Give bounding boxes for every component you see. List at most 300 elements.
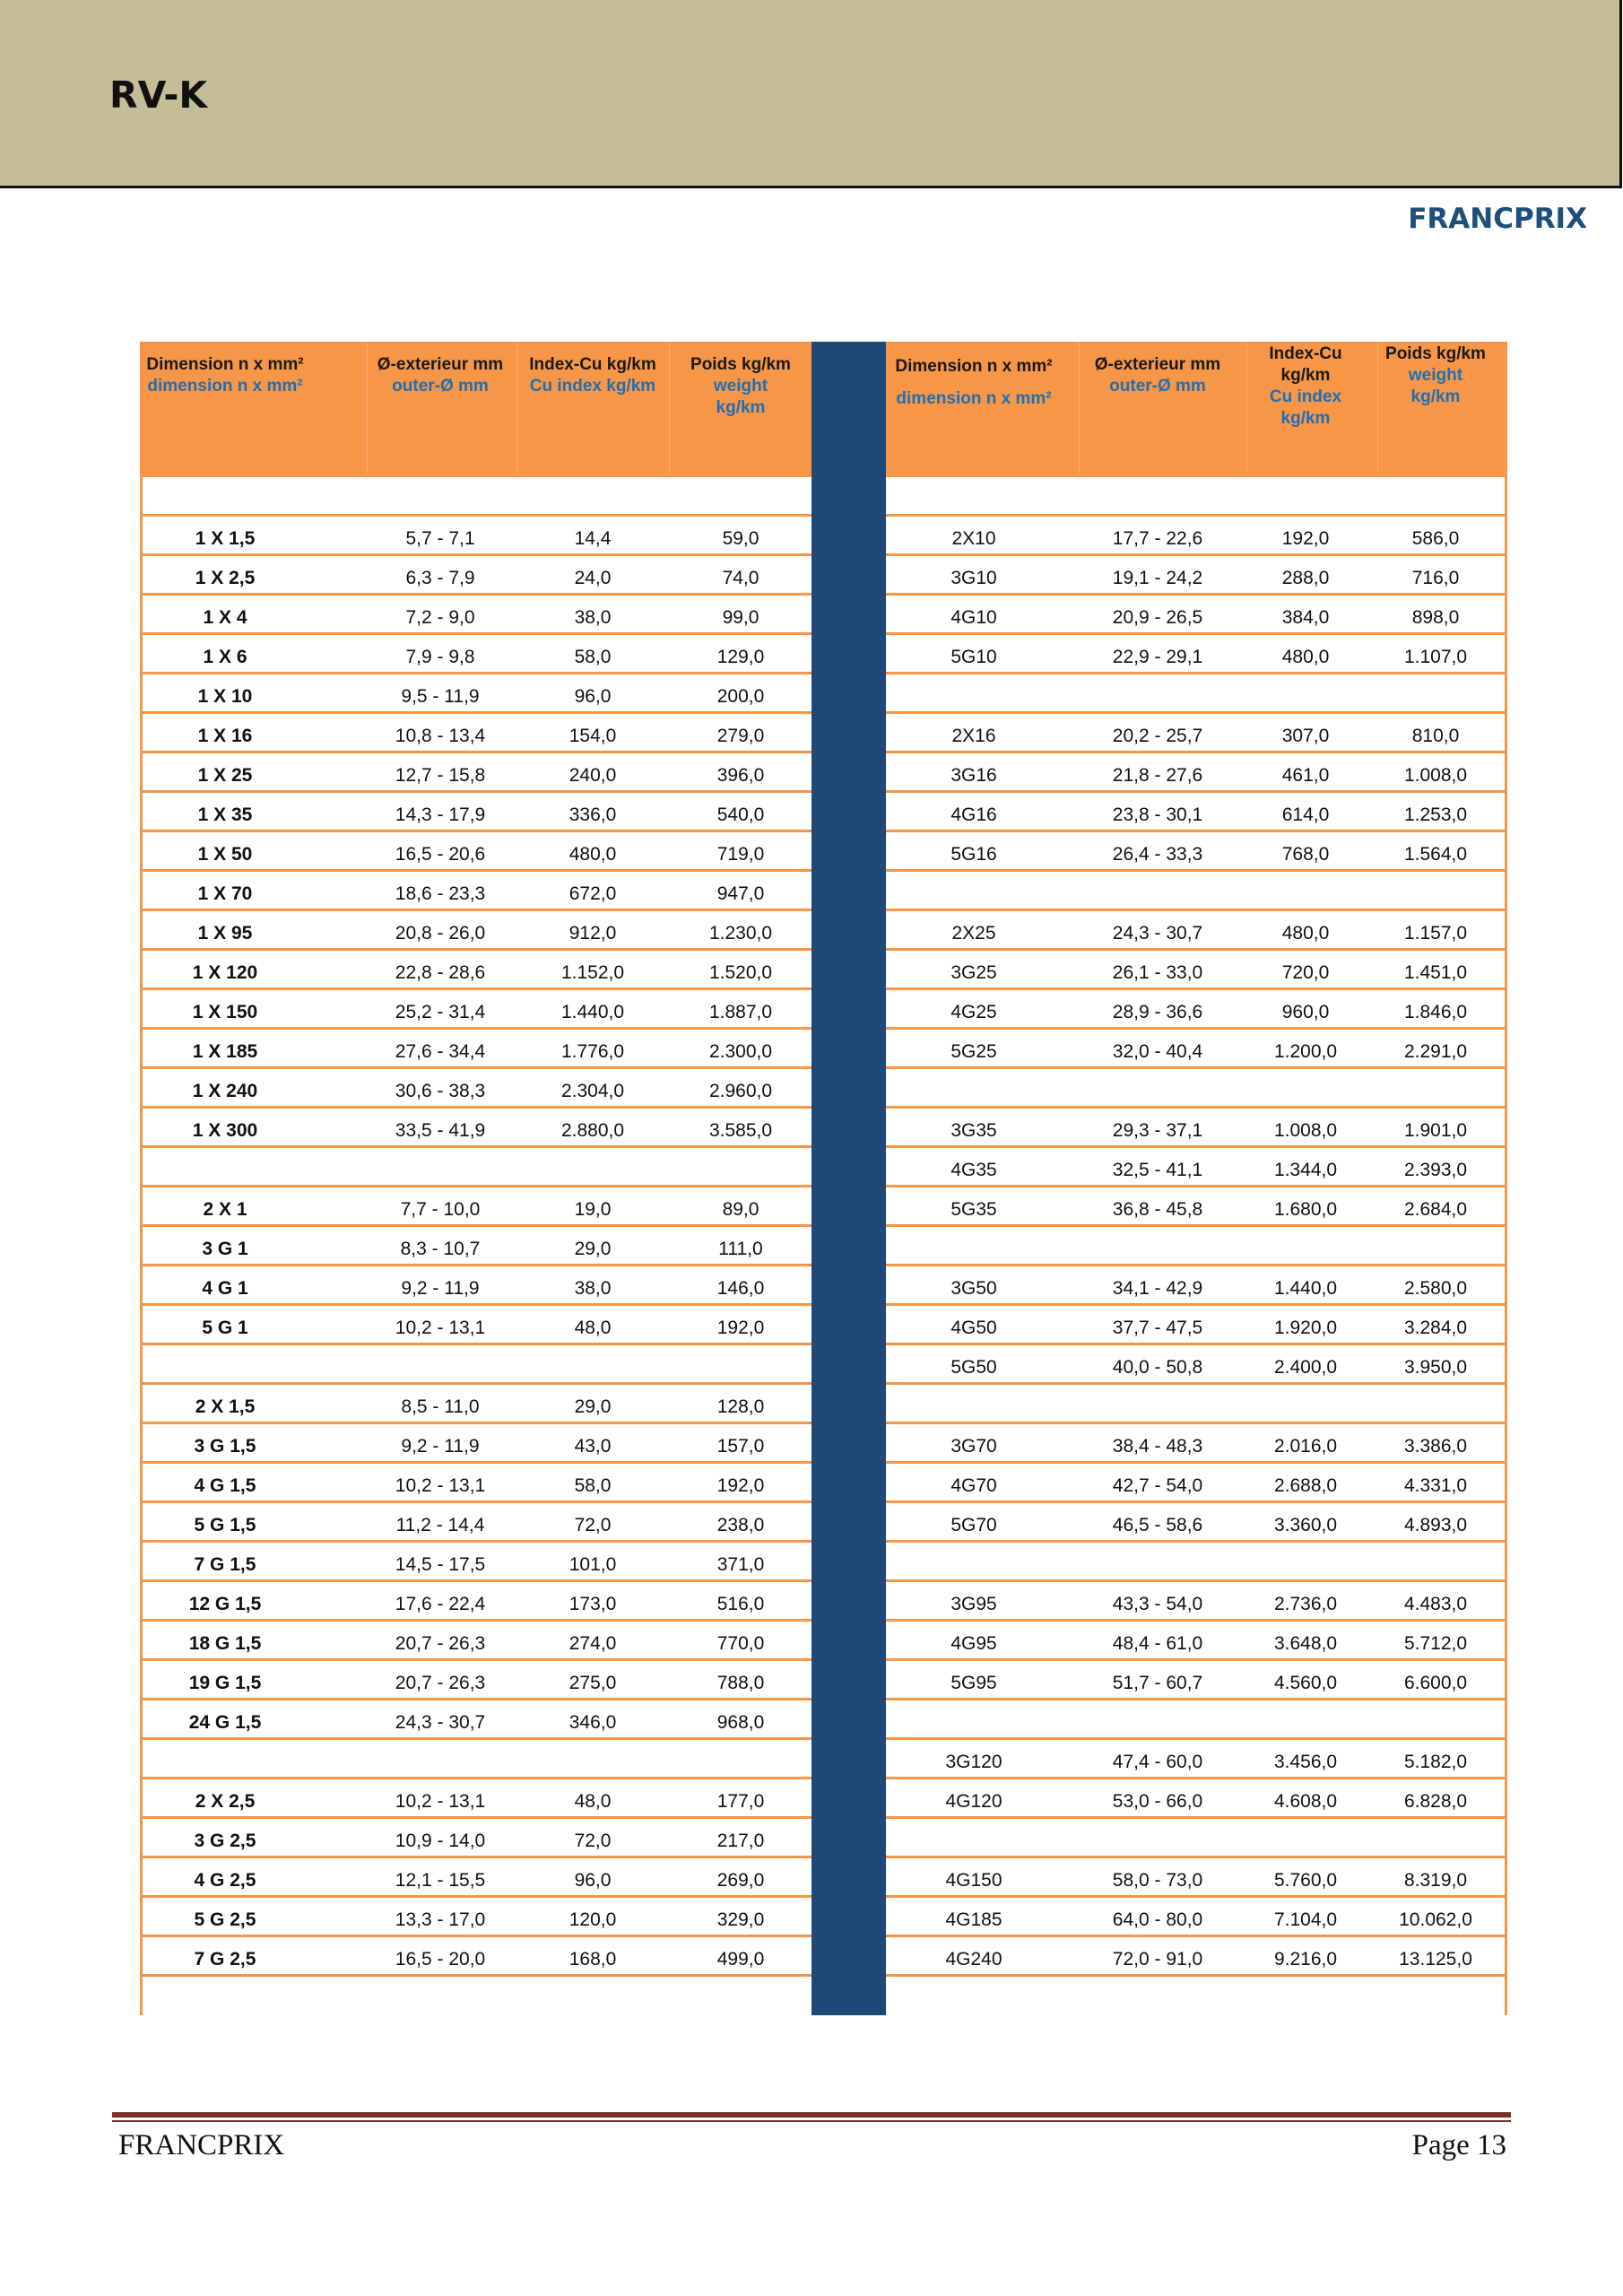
cell-dimension-left: 1 X 300	[192, 1120, 258, 1141]
cell-weight-left: 2.300,0	[708, 1041, 773, 1062]
cell-outer-diameter-right	[1081, 1819, 1234, 1856]
cell-weight-left: 371,0	[716, 1554, 765, 1575]
cell-cu-index-left	[525, 477, 660, 514]
cell-cu-index-right: 288,0	[1281, 568, 1330, 588]
cell-dimension-left: 2 X 2,5	[195, 1791, 256, 1812]
cell-cu-index-left: 2.304,0	[560, 1081, 625, 1101]
cell-dimension-left: 3 G 1,5	[194, 1436, 256, 1457]
cell-cu-index-right	[1252, 1700, 1359, 1737]
cell-outer-diameter-right	[1081, 872, 1234, 909]
cell-weight-right	[1382, 1385, 1489, 1422]
cell-cu-index-right	[1252, 1819, 1359, 1856]
cell-dimension-left: 4 G 2,5	[194, 1870, 256, 1891]
cell-dimension-right: 5G10	[950, 647, 997, 667]
cell-weight-right: 2.393,0	[1403, 1160, 1468, 1180]
cell-cu-index-left: 912,0	[568, 923, 617, 944]
cell-outer-diameter-left	[364, 1148, 516, 1185]
cell-dimension-left: 1 X 120	[192, 962, 258, 983]
cell-outer-diameter-left: 33,5 - 41,9	[395, 1120, 486, 1141]
cell-dimension-right: 3G16	[950, 765, 997, 786]
cell-dimension-left: 1 X 16	[197, 726, 253, 746]
cell-cu-index-right: 384,0	[1281, 607, 1330, 628]
cell-cu-index-left: 24,0	[574, 568, 612, 588]
cell-outer-diameter-right	[1081, 477, 1234, 514]
cell-outer-diameter-right	[1081, 674, 1234, 711]
cell-dimension-right: 5G16	[950, 844, 997, 865]
cell-weight-right: 2.291,0	[1403, 1041, 1468, 1062]
cell-cu-index-right: 2.736,0	[1273, 1594, 1338, 1614]
cell-cu-index-left: 14,4	[574, 528, 612, 549]
cell-outer-diameter-left: 30,6 - 38,3	[395, 1081, 486, 1101]
cell-dimension-left: 2 X 1	[203, 1199, 247, 1220]
cell-dimension-right: 2X16	[951, 726, 996, 746]
cell-cu-index-left: 154,0	[568, 726, 617, 746]
cell-cu-index-left: 29,0	[574, 1396, 612, 1417]
cell-outer-diameter-right: 34,1 - 42,9	[1112, 1278, 1203, 1299]
cell-cu-index-left: 275,0	[568, 1673, 617, 1693]
cell-cu-index-right	[1252, 674, 1359, 711]
cell-cu-index-left: 672,0	[568, 883, 617, 904]
cell-dimension-left: 4 G 1,5	[194, 1475, 256, 1496]
cell-outer-diameter-left: 18,6 - 23,3	[395, 883, 486, 904]
cell-dimension-left: 18 G 1,5	[188, 1633, 262, 1654]
cell-cu-index-right	[1252, 872, 1359, 909]
cell-weight-right: 1.901,0	[1403, 1120, 1468, 1141]
cell-outer-diameter-right: 36,8 - 45,8	[1112, 1199, 1203, 1220]
cell-outer-diameter-right: 26,1 - 33,0	[1112, 962, 1203, 983]
cell-outer-diameter-right: 23,8 - 30,1	[1112, 804, 1203, 825]
header-cu-index-right: Index-Cu kg/km Cu index kg/km	[1269, 344, 1342, 428]
cell-weight-left: 238,0	[716, 1515, 765, 1535]
cell-dimension-left: 1 X 50	[197, 844, 253, 865]
cell-cu-index-right: 768,0	[1281, 844, 1330, 865]
cell-outer-diameter-left	[364, 1740, 516, 1777]
cell-dimension-left: 3 G 1	[202, 1239, 248, 1259]
footer-rule	[112, 2112, 1511, 2118]
cell-outer-diameter-right	[1081, 1385, 1234, 1422]
cell-cu-index-right: 461,0	[1281, 765, 1330, 786]
cell-weight-left: 947,0	[716, 883, 765, 904]
cell-dimension-right: 4G70	[950, 1475, 997, 1496]
cell-outer-diameter-left: 12,7 - 15,8	[395, 765, 486, 786]
cell-cu-index-left: 1.776,0	[560, 1041, 625, 1062]
cell-outer-diameter-right: 32,0 - 40,4	[1112, 1041, 1203, 1062]
header-weight-left: Poids kg/km weight kg/km	[690, 355, 791, 417]
cell-cu-index-right: 2.400,0	[1273, 1357, 1338, 1378]
cell-weight-right: 6.600,0	[1403, 1673, 1468, 1693]
cell-dimension-left	[140, 477, 310, 514]
cell-cu-index-right: 3.360,0	[1273, 1515, 1338, 1535]
cell-weight-right: 4.483,0	[1403, 1594, 1468, 1614]
cell-dimension-left: 24 G 1,5	[188, 1712, 262, 1733]
cell-dimension-right: 5G95	[950, 1673, 997, 1693]
cell-outer-diameter-left: 13,3 - 17,0	[395, 1909, 486, 1930]
cell-weight-left: 540,0	[716, 804, 765, 825]
cell-dimension-left: 19 G 1,5	[188, 1673, 262, 1693]
cell-dimension-right	[893, 1543, 1055, 1579]
cell-outer-diameter-right: 51,7 - 60,7	[1112, 1673, 1203, 1693]
header-outer-diameter-right: Ø-exterieur mm outer-Ø mm	[1094, 355, 1221, 396]
cell-weight-left: 192,0	[716, 1318, 765, 1338]
header-dimension-left: Dimension n x mm² dimension n x mm²	[146, 355, 304, 396]
cell-outer-diameter-left: 20,7 - 26,3	[395, 1673, 486, 1693]
cell-weight-left: 279,0	[716, 726, 765, 746]
cell-dimension-left: 1 X 35	[197, 804, 253, 825]
cell-cu-index-right: 1.008,0	[1273, 1120, 1338, 1141]
cell-weight-right: 2.684,0	[1403, 1199, 1468, 1220]
cell-cu-index-left: 38,0	[574, 607, 612, 628]
cell-dimension-right: 5G50	[950, 1357, 997, 1378]
cell-outer-diameter-right: 58,0 - 73,0	[1112, 1870, 1203, 1891]
cell-cu-index-left: 1.152,0	[560, 962, 625, 983]
cell-weight-right: 3.386,0	[1403, 1436, 1468, 1457]
cell-dimension-left	[140, 1345, 310, 1382]
cell-cu-index-left: 19,0	[574, 1199, 612, 1220]
cell-cu-index-left	[525, 1740, 660, 1777]
cell-dimension-left: 5 G 1,5	[194, 1515, 256, 1535]
cell-outer-diameter-right: 29,3 - 37,1	[1112, 1120, 1203, 1141]
cell-weight-left: 770,0	[716, 1633, 765, 1654]
cell-cu-index-left: 58,0	[574, 1475, 612, 1496]
cell-outer-diameter-right: 37,7 - 47,5	[1112, 1318, 1203, 1338]
cell-weight-right: 3.284,0	[1403, 1318, 1468, 1338]
cell-weight-left: 516,0	[716, 1594, 765, 1614]
cell-outer-diameter-right: 32,5 - 41,1	[1112, 1160, 1203, 1180]
cell-dimension-right: 2X25	[951, 923, 996, 944]
cell-cu-index-right: 1.680,0	[1273, 1199, 1338, 1220]
cell-outer-diameter-left: 5,7 - 7,1	[405, 528, 475, 549]
cell-weight-left	[687, 1345, 794, 1382]
cell-dimension-right: 4G120	[945, 1791, 1002, 1812]
cell-outer-diameter-right: 48,4 - 61,0	[1112, 1633, 1203, 1654]
cell-weight-right: 716,0	[1411, 568, 1460, 588]
cell-dimension-left: 7 G 2,5	[194, 1949, 256, 1970]
cell-dimension-left: 1 X 1,5	[195, 528, 256, 549]
cell-cu-index-right: 192,0	[1281, 528, 1330, 549]
cell-cu-index-right: 1.200,0	[1273, 1041, 1338, 1062]
cell-weight-left: 217,0	[716, 1831, 765, 1851]
cell-weight-left: 89,0	[722, 1199, 759, 1220]
cell-cu-index-right	[1252, 477, 1359, 514]
cell-dimension-right: 3G25	[950, 962, 997, 983]
cell-outer-diameter-right: 21,8 - 27,6	[1112, 765, 1203, 786]
cell-weight-right: 3.950,0	[1403, 1357, 1468, 1378]
cell-outer-diameter-right	[1081, 1227, 1234, 1264]
cell-weight-left: 788,0	[716, 1673, 765, 1693]
cell-outer-diameter-right: 43,3 - 54,0	[1112, 1594, 1203, 1614]
cell-cu-index-right: 7.104,0	[1273, 1909, 1338, 1930]
cell-outer-diameter-right: 22,9 - 29,1	[1112, 647, 1203, 667]
cell-cu-index-right: 480,0	[1281, 923, 1330, 944]
cell-dimension-left: 1 X 185	[192, 1041, 258, 1062]
cell-weight-right: 1.008,0	[1403, 765, 1468, 786]
cell-outer-diameter-left: 8,5 - 11,0	[401, 1396, 480, 1417]
cell-dimension-right	[893, 674, 1055, 711]
cell-weight-left: 111,0	[718, 1239, 763, 1259]
cell-weight-right: 586,0	[1411, 528, 1460, 549]
cell-weight-left: 99,0	[722, 607, 759, 628]
header-dimension-right: Dimension n x mm² dimension n x mm²	[895, 357, 1053, 408]
cell-weight-left: 396,0	[716, 765, 765, 786]
cell-weight-left: 192,0	[716, 1475, 765, 1496]
cell-weight-right	[1382, 1543, 1489, 1579]
cell-dimension-right: 4G50	[950, 1318, 997, 1338]
cell-dimension-left: 2 X 1,5	[195, 1396, 256, 1417]
cell-weight-right: 4.893,0	[1403, 1515, 1468, 1535]
cell-weight-right	[1382, 872, 1489, 909]
cell-weight-left: 719,0	[716, 844, 765, 865]
cell-weight-left	[687, 1148, 794, 1185]
cell-dimension-left: 1 X 6	[203, 647, 247, 667]
cell-outer-diameter-left: 7,9 - 9,8	[405, 647, 475, 667]
cell-dimension-right: 4G240	[945, 1949, 1002, 1970]
cell-dimension-right	[893, 872, 1055, 909]
cell-weight-left: 200,0	[716, 686, 765, 707]
cell-cu-index-right	[1252, 1069, 1359, 1106]
cell-outer-diameter-left	[364, 477, 516, 514]
cell-outer-diameter-right: 46,5 - 58,6	[1112, 1515, 1203, 1535]
cell-outer-diameter-right: 42,7 - 54,0	[1112, 1475, 1203, 1496]
cell-cu-index-left: 336,0	[568, 804, 617, 825]
cell-cu-index-left: 480,0	[568, 844, 617, 865]
cell-weight-right: 1.451,0	[1403, 962, 1468, 983]
cell-dimension-right: 5G35	[950, 1199, 997, 1220]
cell-dimension-left: 7 G 1,5	[194, 1554, 256, 1575]
cell-dimension-right	[893, 1385, 1055, 1422]
cell-weight-left: 1.520,0	[708, 962, 773, 983]
cell-outer-diameter-left: 9,2 - 11,9	[401, 1278, 480, 1299]
cell-cu-index-right: 480,0	[1281, 647, 1330, 667]
cell-dimension-right	[893, 1227, 1055, 1264]
cell-dimension-right: 5G25	[950, 1041, 997, 1062]
cell-outer-diameter-right: 19,1 - 24,2	[1112, 568, 1203, 588]
cell-dimension-left	[140, 1740, 310, 1777]
cell-cu-index-left: 43,0	[574, 1436, 612, 1457]
table-divider-column	[812, 342, 886, 2015]
cell-outer-diameter-right: 20,9 - 26,5	[1112, 607, 1203, 628]
cell-dimension-right	[893, 1819, 1055, 1856]
cell-outer-diameter-left: 16,5 - 20,0	[395, 1949, 486, 1970]
cell-dimension-right: 3G10	[950, 568, 997, 588]
cell-dimension-right: 4G16	[950, 804, 997, 825]
cell-outer-diameter-right	[1081, 1069, 1234, 1106]
cell-weight-left: 157,0	[716, 1436, 765, 1457]
cell-dimension-left: 5 G 1	[202, 1318, 248, 1338]
cell-weight-right: 810,0	[1411, 726, 1460, 746]
cell-weight-right: 13.125,0	[1399, 1949, 1472, 1970]
cell-outer-diameter-left: 8,3 - 10,7	[400, 1239, 481, 1259]
cell-dimension-left: 1 X 70	[197, 883, 253, 904]
cell-outer-diameter-left: 14,3 - 17,9	[395, 804, 486, 825]
cell-dimension-right	[893, 1700, 1055, 1737]
cell-dimension-right	[893, 1069, 1055, 1106]
cell-dimension-right: 3G70	[950, 1436, 997, 1457]
cell-cu-index-right: 3.456,0	[1273, 1752, 1338, 1772]
cell-dimension-left: 1 X 240	[192, 1081, 258, 1101]
cell-outer-diameter-right: 24,3 - 30,7	[1112, 923, 1203, 944]
cell-weight-right: 8.319,0	[1403, 1870, 1468, 1891]
cell-outer-diameter-left: 22,8 - 28,6	[395, 962, 486, 983]
cell-outer-diameter-left: 6,3 - 7,9	[405, 568, 475, 588]
cell-outer-diameter-left: 25,2 - 31,4	[395, 1002, 486, 1022]
brand-name: FRANCPRIX	[1408, 203, 1587, 235]
cell-cu-index-right: 614,0	[1281, 804, 1330, 825]
cell-dimension-right: 2X10	[951, 528, 996, 549]
cell-weight-right	[1382, 1069, 1489, 1106]
cell-dimension-left	[140, 1148, 310, 1185]
cell-weight-left: 59,0	[722, 528, 759, 549]
cell-cu-index-right: 5.760,0	[1273, 1870, 1338, 1891]
cell-weight-left: 1.887,0	[708, 1002, 773, 1022]
cell-dimension-left: 3 G 2,5	[194, 1831, 256, 1851]
cell-cu-index-right	[1252, 1385, 1359, 1422]
cell-weight-right: 1.253,0	[1403, 804, 1468, 825]
cell-weight-right: 5.182,0	[1403, 1752, 1468, 1772]
cell-weight-left: 968,0	[716, 1712, 765, 1733]
header-outer-diameter-left: Ø-exterieur mm outer-Ø mm	[377, 355, 504, 396]
cell-weight-left	[687, 1740, 794, 1777]
cell-weight-left: 1.230,0	[708, 923, 773, 944]
cell-cu-index-left: 96,0	[574, 686, 612, 707]
cell-outer-diameter-left: 20,8 - 26,0	[395, 923, 486, 944]
cell-weight-left: 177,0	[716, 1791, 765, 1812]
cell-cu-index-left: 72,0	[574, 1831, 612, 1851]
cell-cu-index-right: 4.608,0	[1273, 1791, 1338, 1812]
cell-dimension-left: 4 G 1	[202, 1278, 248, 1299]
footer-company: FRANCPRIX	[118, 2129, 285, 2161]
cell-weight-right: 1.846,0	[1403, 1002, 1468, 1022]
cell-cu-index-left: 48,0	[574, 1791, 612, 1812]
header-cu-index-left: Index-Cu kg/km Cu index kg/km	[529, 355, 656, 396]
cell-weight-left: 128,0	[716, 1396, 765, 1417]
cell-outer-diameter-right: 72,0 - 91,0	[1112, 1949, 1203, 1970]
cell-outer-diameter-right: 17,7 - 22,6	[1112, 528, 1203, 549]
cell-cu-index-right: 9.216,0	[1273, 1949, 1338, 1970]
cell-outer-diameter-left: 16,5 - 20,6	[395, 844, 486, 865]
cell-cu-index-right: 960,0	[1281, 1002, 1330, 1022]
cell-outer-diameter-left: 10,2 - 13,1	[395, 1475, 486, 1496]
cell-weight-right: 5.712,0	[1403, 1633, 1468, 1654]
cell-dimension-left: 1 X 150	[192, 1002, 258, 1022]
cell-outer-diameter-right	[1081, 1543, 1234, 1579]
cell-cu-index-right: 4.560,0	[1273, 1673, 1338, 1693]
cell-cu-index-right: 2.016,0	[1273, 1436, 1338, 1457]
cable-spec-table	[140, 342, 1507, 1977]
cell-dimension-right: 4G150	[945, 1870, 1002, 1891]
cell-cu-index-right: 720,0	[1281, 962, 1330, 983]
cell-outer-diameter-right: 47,4 - 60,0	[1112, 1752, 1203, 1772]
cell-outer-diameter-left: 27,6 - 34,4	[395, 1041, 486, 1062]
cell-weight-right	[1382, 477, 1489, 514]
page-title: RV-K	[109, 74, 208, 117]
cell-cu-index-right: 1.344,0	[1273, 1160, 1338, 1180]
cell-weight-left: 74,0	[722, 568, 759, 588]
cell-cu-index-left: 48,0	[574, 1318, 612, 1338]
cell-weight-left: 499,0	[716, 1949, 765, 1970]
cell-weight-right	[1382, 1819, 1489, 1856]
cell-cu-index-right: 1.920,0	[1273, 1318, 1338, 1338]
cell-weight-right: 10.062,0	[1399, 1909, 1472, 1930]
cell-outer-diameter-right: 53,0 - 66,0	[1112, 1791, 1203, 1812]
cell-cu-index-right	[1252, 1543, 1359, 1579]
cell-weight-left: 2.960,0	[708, 1081, 773, 1101]
cell-outer-diameter-right: 26,4 - 33,3	[1112, 844, 1203, 865]
cell-outer-diameter-left: 17,6 - 22,4	[395, 1594, 486, 1614]
cell-dimension-left: 1 X 25	[197, 765, 253, 786]
cell-dimension-right: 3G50	[950, 1278, 997, 1299]
cell-outer-diameter-left: 11,2 - 14,4	[395, 1515, 485, 1535]
header-weight-right: Poids kg/km weight kg/km	[1385, 344, 1486, 406]
cell-dimension-right: 4G35	[950, 1160, 997, 1180]
cell-outer-diameter-left: 20,7 - 26,3	[395, 1633, 486, 1654]
cell-outer-diameter-left: 12,1 - 15,5	[395, 1870, 486, 1891]
cell-weight-right	[1382, 1227, 1489, 1264]
cell-weight-right: 1.157,0	[1403, 923, 1468, 944]
cell-dimension-right: 3G35	[950, 1120, 997, 1141]
header-band	[0, 0, 1622, 188]
cell-outer-diameter-left: 14,5 - 17,5	[395, 1554, 486, 1575]
cell-cu-index-left: 120,0	[568, 1909, 617, 1930]
cell-outer-diameter-left: 10,2 - 13,1	[395, 1791, 486, 1812]
cell-outer-diameter-right: 28,9 - 36,6	[1112, 1002, 1203, 1022]
cell-weight-right: 6.828,0	[1403, 1791, 1468, 1812]
cell-weight-right: 1.564,0	[1403, 844, 1468, 865]
cell-cu-index-right: 2.688,0	[1273, 1475, 1338, 1496]
cell-weight-left: 146,0	[716, 1278, 765, 1299]
cell-weight-left: 129,0	[716, 647, 765, 667]
cell-cu-index-left: 240,0	[568, 765, 617, 786]
cell-cu-index-left: 58,0	[574, 647, 612, 667]
cell-dimension-right: 4G95	[950, 1633, 997, 1654]
cell-dimension-left: 1 X 10	[197, 686, 253, 707]
cell-cu-index-left: 72,0	[574, 1515, 612, 1535]
cell-outer-diameter-left: 10,9 - 14,0	[395, 1831, 486, 1851]
cell-weight-right	[1382, 1700, 1489, 1737]
cell-dimension-left: 1 X 4	[203, 607, 247, 628]
cell-dimension-right: 5G70	[950, 1515, 997, 1535]
cell-outer-diameter-right: 40,0 - 50,8	[1112, 1357, 1203, 1378]
cell-dimension-right: 4G25	[950, 1002, 997, 1022]
cell-outer-diameter-left: 10,8 - 13,4	[395, 726, 486, 746]
cell-weight-right: 898,0	[1411, 607, 1460, 628]
cell-cu-index-left: 274,0	[568, 1633, 617, 1654]
cell-outer-diameter-right: 64,0 - 80,0	[1112, 1909, 1203, 1930]
cell-outer-diameter-right: 38,4 - 48,3	[1112, 1436, 1203, 1457]
cell-cu-index-left: 38,0	[574, 1278, 612, 1299]
cell-dimension-right: 3G95	[950, 1594, 997, 1614]
cell-cu-index-left: 173,0	[568, 1594, 617, 1614]
footer-page-number: Page 13	[1411, 2129, 1506, 2161]
cell-dimension-left: 12 G 1,5	[188, 1594, 262, 1614]
cell-outer-diameter-left: 10,2 - 13,1	[395, 1318, 486, 1338]
cell-dimension-right	[893, 477, 1055, 514]
cell-cu-index-right	[1252, 1227, 1359, 1264]
cell-dimension-left: 5 G 2,5	[194, 1909, 256, 1930]
cell-outer-diameter-left: 24,3 - 30,7	[395, 1712, 486, 1733]
cell-dimension-right: 4G185	[945, 1909, 1002, 1930]
cell-cu-index-left: 2.880,0	[560, 1120, 625, 1141]
cell-outer-diameter-left: 7,2 - 9,0	[405, 607, 475, 628]
cell-cu-index-left: 168,0	[568, 1949, 617, 1970]
cell-cu-index-left: 1.440,0	[560, 1002, 625, 1022]
cell-outer-diameter-left: 9,2 - 11,9	[401, 1436, 480, 1457]
cell-outer-diameter-right	[1081, 1700, 1234, 1737]
cell-outer-diameter-left: 9,5 - 11,9	[401, 686, 480, 707]
cell-cu-index-right: 307,0	[1281, 726, 1330, 746]
cell-weight-left	[687, 477, 794, 514]
cell-outer-diameter-left: 7,7 - 10,0	[400, 1199, 481, 1220]
cell-dimension-right: 4G10	[950, 607, 997, 628]
